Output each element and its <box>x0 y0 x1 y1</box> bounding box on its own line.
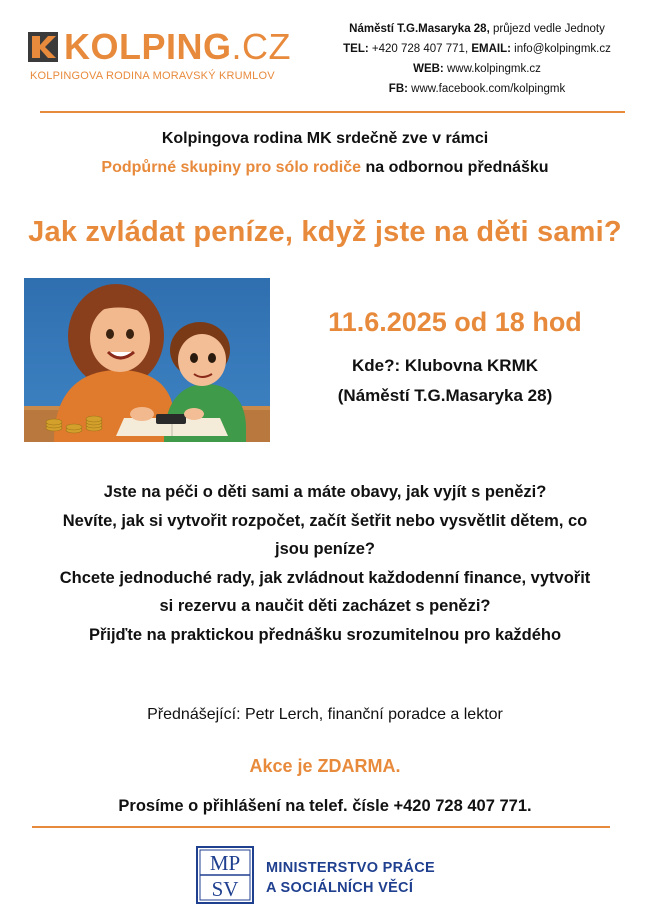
description-line: Přijďte na praktickou přednášku srozumitelnou pro každého <box>88 625 562 644</box>
mpsv-mark-top: MP <box>209 851 241 875</box>
web-value[interactable]: www.kolpingmk.cz <box>443 63 541 75</box>
description-line: Jste na péči o děti sami a máte obavy, jak vyjít s penězi? <box>103 483 547 501</box>
fb-value[interactable]: www.facebook.com/kolpingmk <box>407 83 566 95</box>
contact-fb <box>322 79 632 99</box>
logo-subtitle: KOLPINGOVA RODINA MORAVSKÝ KRUMLOV <box>30 70 275 82</box>
contact-address <box>322 19 632 39</box>
contact-web <box>322 59 632 79</box>
description-line: Chcete jednoduché rady, jak zvládnout každodenní finance, vytvořit <box>59 568 591 587</box>
ministry-line-1: MINISTERSTVO PRÁCE <box>266 860 435 876</box>
free-entry-notice: Akce je ZDARMA. <box>249 756 401 776</box>
logo-wordmark <box>64 26 291 68</box>
intro-highlight: Podpůrné skupiny pro sólo rodiče <box>101 159 362 176</box>
web-label: WEB: <box>413 63 444 75</box>
ministry-line-2: A SOCIÁLNÍCH VĚCÍ <box>266 880 414 896</box>
event-place-line-1: Kde?: Klubovna KRMK <box>351 356 539 375</box>
footer-divider <box>32 826 610 828</box>
description-line: jsou peníze? <box>275 540 375 558</box>
logo-domain-suffix: .CZ <box>231 26 292 67</box>
description-line: Nevíte, jak si vytvořit rozpočet, začít šetřit nebo vysvětlit dětem, co <box>62 511 588 530</box>
lecturer-info: Přednášející: Petr Lerch, finanční poradce a lektor <box>147 706 503 723</box>
address-rest: průjezd vedle Jednoty <box>489 23 605 35</box>
email-label: EMAIL: <box>468 43 511 55</box>
intro-line-2 <box>0 159 650 177</box>
address-label: Náměstí T.G.Masaryka 28, <box>349 23 490 35</box>
email-value[interactable]: info@kolpingmk.cz <box>510 43 611 55</box>
header-divider <box>40 111 625 113</box>
header <box>0 0 650 112</box>
tel-label: TEL: <box>343 43 369 55</box>
ministry-name <box>266 858 435 898</box>
logo-word: KOLPING <box>64 26 232 67</box>
mother-child-illustration <box>24 278 270 442</box>
mpsv-logo-icon <box>196 846 254 904</box>
signup-notice: Prosíme o přihlášení na telef. čísle +420 728 407 771. <box>118 797 532 815</box>
intro-line-1: Kolpingova rodina MK srdečně zve v rámci <box>161 130 489 147</box>
kolping-logo <box>28 26 318 86</box>
event-place-line-2: (Náměstí T.G.Masaryka 28) <box>337 386 553 405</box>
event-description <box>14 478 636 649</box>
contact-block <box>322 19 632 99</box>
mpsv-mark-bottom: SV <box>211 877 239 901</box>
intro-rest: na odbornou přednášku <box>361 159 549 176</box>
description-line: si rezervu a naučit děti zacházet s penězi? <box>159 597 491 615</box>
fb-label: FB: <box>388 83 408 95</box>
event-date: 11.6.2025 od 18 hod <box>328 307 582 337</box>
tel-value: +420 728 407 771, <box>368 43 469 55</box>
event-title: Jak zvládat peníze, když jste na děti sami? <box>28 216 622 248</box>
contact-tel-email <box>322 39 632 59</box>
kolping-k-mark-icon <box>28 32 58 62</box>
